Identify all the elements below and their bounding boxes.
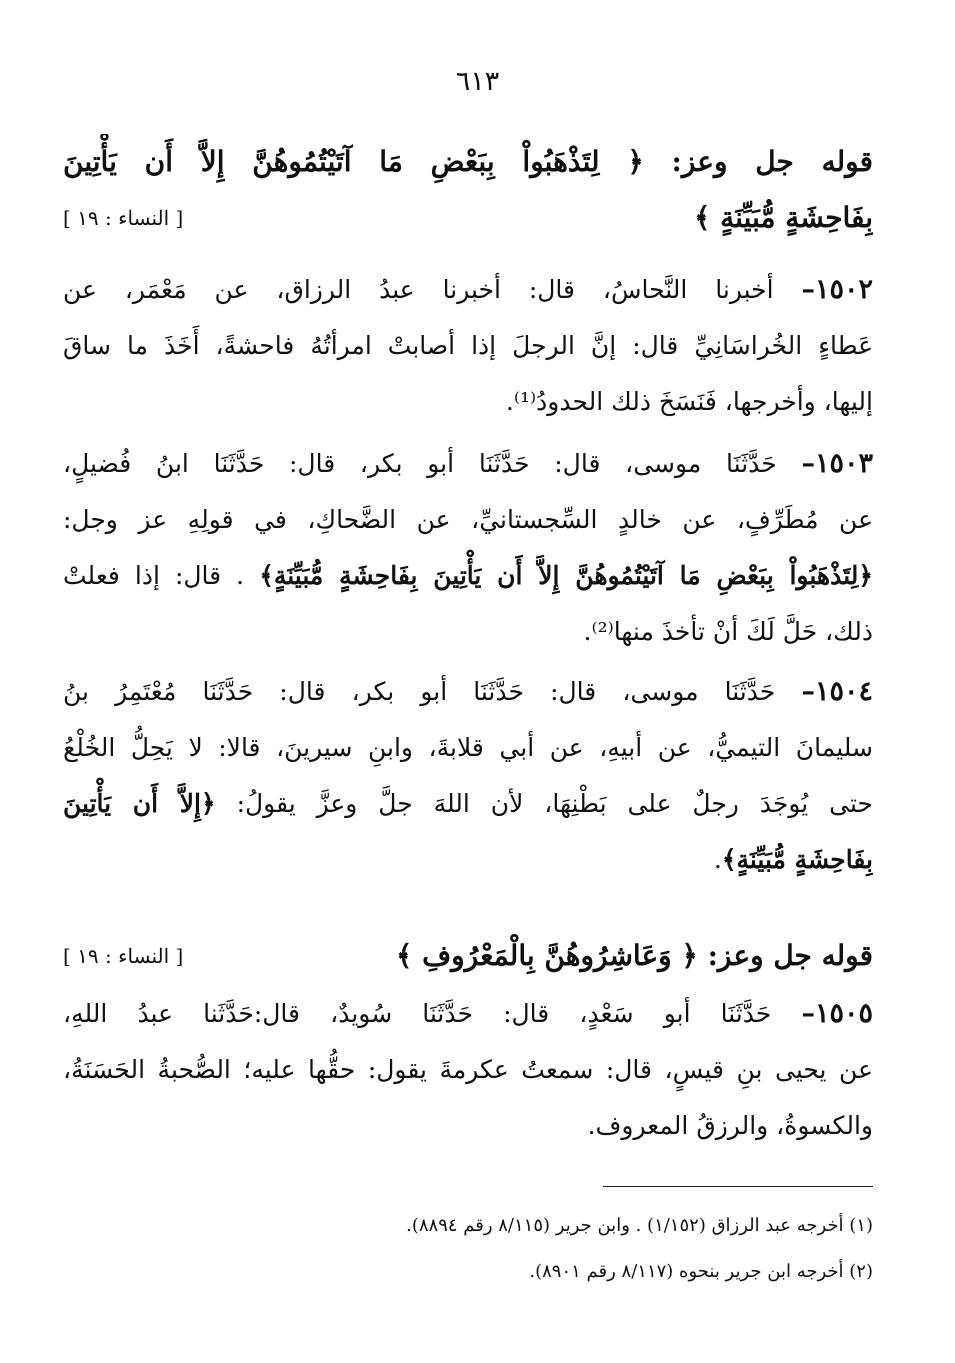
quran-quote: ﴿لِتَذْهَبُواْ بِبَعْضِ مَا آتَيْتُمُوهُنَّ إِلاَّ أَن يَأْتِينَ بِفَاحِشَةٍ مُّبَيِّنَةٍ﴾ bbox=[259, 561, 873, 590]
footnote-2: (٢) أخرجه ابن جرير بنحوه (٨/١١٧ رقم ٨٩٠١). bbox=[529, 1261, 873, 1282]
hadith-text: حَدَّثَنَا أبو سَعْدٍ، قال: حَدَّثَنَا سُويدٌ، قال:حَدَّثَنا عبدُ اللهِ، bbox=[63, 999, 772, 1028]
hadith-1505 bbox=[63, 986, 873, 1154]
hadith-text: حَدَّثَنَا موسى، قال: حَدَّثَنَا أبو بكر، قال: حَدَّثَنَا ابنُ فُضيلٍ، bbox=[63, 449, 777, 478]
hadith-number: ١٥٠٢– bbox=[801, 274, 873, 305]
verse-heading-2 bbox=[63, 928, 873, 984]
hadith-text: حَدَّثَنَا موسى، قال: حَدَّثَنَا أبو بكر، قال: حَدَّثَنَا مُعْتَمِرُ بنُ bbox=[63, 677, 776, 706]
page-number: ٦١٣ bbox=[455, 66, 500, 97]
hadith-1504-line-1 bbox=[63, 664, 873, 720]
heading-1-line-1: قوله جل وعز: ﴿ لِتَذْهَبُواْ بِبَعْضِ مَا آتَيْتُمُوهُنَّ إِلاَّ أَن يَأْتِينَ bbox=[63, 145, 873, 178]
hadith-1503-line-4: ذلك، حَلَّ لَكَ أنْ تأخذَ منها⁽²⁾. bbox=[583, 617, 873, 646]
hadith-1504 bbox=[63, 664, 873, 888]
hadith-1504-line-4 bbox=[63, 832, 873, 888]
hadith-1502-line-2: عَطاءٍ الخُراسَانِيِّ قال: إنَّ الرجلَ إذا أصابتْ امرأتُهُ فاحشةً، أَخَذَ ما ساقَ bbox=[63, 331, 873, 360]
hadith-number: ١٥٠٣– bbox=[801, 448, 873, 479]
hadith-1502-line-1 bbox=[63, 262, 873, 318]
hadith-1505-line-1 bbox=[63, 986, 873, 1042]
heading-1-surah-reference: [ النساء : ١٩ ] bbox=[63, 206, 184, 230]
heading-1-verse-end: بِفَاحِشَةٍ مُّبَيِّنَةٍ ﴾ bbox=[693, 201, 873, 234]
hadith-1504-line-2: سليمانَ التيميُّ، عن أبيهِ، عن أبي قلابةَ، وابنِ سيرينَ، قالا: لا يَحِلُّ الخُلْعُ bbox=[63, 733, 873, 762]
footnotes bbox=[63, 1203, 873, 1295]
quran-quote: بِفَاحِشَةٍ مُّبَيِّنَةٍ﴾ bbox=[721, 845, 873, 874]
hadith-1502-line-3: إليها، وأخرجها، فَنَسَخَ ذلك الحدودُ⁽¹⁾. bbox=[505, 387, 873, 416]
hadith-1503-line-2: عن مُطَرِّفٍ، عن خالدٍ السِّجستانيِّ، عن الضَّحاكِ، في قولِهِ عز وجل: bbox=[63, 505, 873, 534]
hadith-number: ١٥٠٤– bbox=[801, 676, 873, 707]
hadith-1505-line-3: والكسوةُ، والرزقُ المعروف. bbox=[587, 1111, 873, 1140]
heading-2-text: قوله جل وعز: ﴿ وَعَاشِرُوهُنَّ بِالْمَعْرُوفِ ﴾ bbox=[395, 939, 873, 972]
hadith-1502 bbox=[63, 262, 873, 430]
heading-2-line bbox=[63, 928, 873, 984]
hadith-text: حتى يُوجَدَ رجلٌ على بَطْنِهَا، لأن اللهَ جلَّ وعزَّ يقولُ: bbox=[236, 789, 873, 818]
quran-quote: ﴿إِلاَّ أَن يَأْتِينَ bbox=[63, 789, 216, 818]
hadith-1505-line-2: عن يحيى بنِ قيسٍ، قال: سمعتُ عكرمةَ يقول: حقُّها عليه؛ الصُّحبةُ الحَسَنَةُ، bbox=[63, 1055, 873, 1084]
heading-2-surah-reference: [ النساء : ١٩ ] bbox=[63, 944, 184, 968]
verse-heading-1 bbox=[63, 134, 873, 246]
footnote-1: (١) أخرجه عبد الرزاق (١/١٥٢) . وابن جرير (٨/١١٥ رقم ٨٨٩٤). bbox=[406, 1215, 873, 1236]
hadith-text: أخبرنا النَّحاسُ، قال: أخبرنا عبدُ الرزاق، عن مَعْمَر، عن bbox=[63, 275, 774, 304]
hadith-1503-line-1 bbox=[63, 436, 873, 492]
footnote-separator bbox=[603, 1186, 873, 1187]
hadith-1503-line-3 bbox=[63, 548, 873, 604]
hadith-text: . قال: إذا فعلتْ bbox=[63, 561, 245, 590]
hadith-1504-line-3 bbox=[63, 776, 873, 832]
sentence-end: . bbox=[713, 845, 722, 874]
heading-1-line-2 bbox=[63, 190, 873, 246]
hadith-number: ١٥٠٥– bbox=[801, 998, 873, 1029]
hadith-1503 bbox=[63, 436, 873, 660]
